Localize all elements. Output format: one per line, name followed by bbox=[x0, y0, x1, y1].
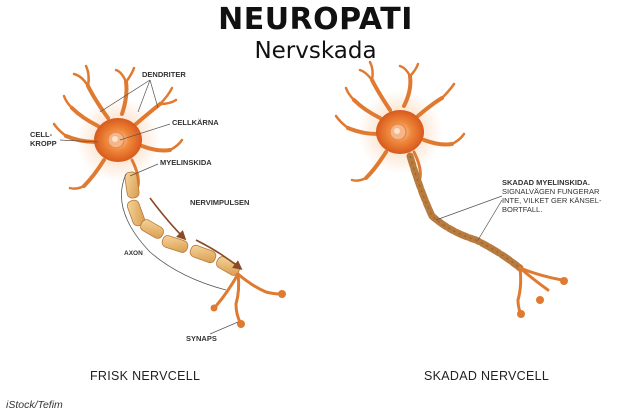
label-dendrites: DENDRITER bbox=[142, 70, 186, 79]
label-nucleus: CELLKÄRNA bbox=[172, 118, 219, 127]
label-cell-body-line1: CELL- bbox=[30, 130, 53, 139]
caption-damaged: SKADAD NERVCELL bbox=[424, 369, 550, 383]
healthy-myelin-sheath bbox=[124, 171, 241, 277]
label-myelin: MYELINSKIDA bbox=[160, 158, 212, 167]
healthy-neuron bbox=[54, 66, 286, 334]
damaged-axon-terminals bbox=[518, 268, 562, 312]
healthy-synapse-buttons bbox=[211, 290, 287, 328]
label-axon: AXON bbox=[124, 250, 143, 257]
damage-leaders bbox=[436, 196, 502, 240]
damage-annotation-line2: INTE, VILKET GER KÄNSEL- bbox=[502, 196, 602, 205]
healthy-axon-terminals bbox=[216, 274, 280, 322]
page-title: NEUROPATI bbox=[218, 2, 413, 37]
image-credit: iStock/Tefim bbox=[6, 399, 63, 411]
damaged-synapse-buttons bbox=[517, 277, 568, 318]
label-cell-body-line2: KROPP bbox=[30, 139, 57, 148]
damage-annotation-line1: SIGNALVÄGEN FUNGERAR bbox=[502, 187, 600, 196]
caption-healthy: FRISK NERVCELL bbox=[90, 369, 201, 383]
label-impulse: NERVIMPULSEN bbox=[190, 198, 250, 207]
damage-annotation-line3: BORTFALL. bbox=[502, 205, 543, 214]
damage-annotation-title: SKADAD MYELINSKIDA. bbox=[502, 178, 590, 187]
page-subtitle: Nervskada bbox=[254, 38, 377, 64]
label-synapse: SYNAPS bbox=[186, 334, 217, 343]
damage-annotation bbox=[502, 178, 601, 214]
